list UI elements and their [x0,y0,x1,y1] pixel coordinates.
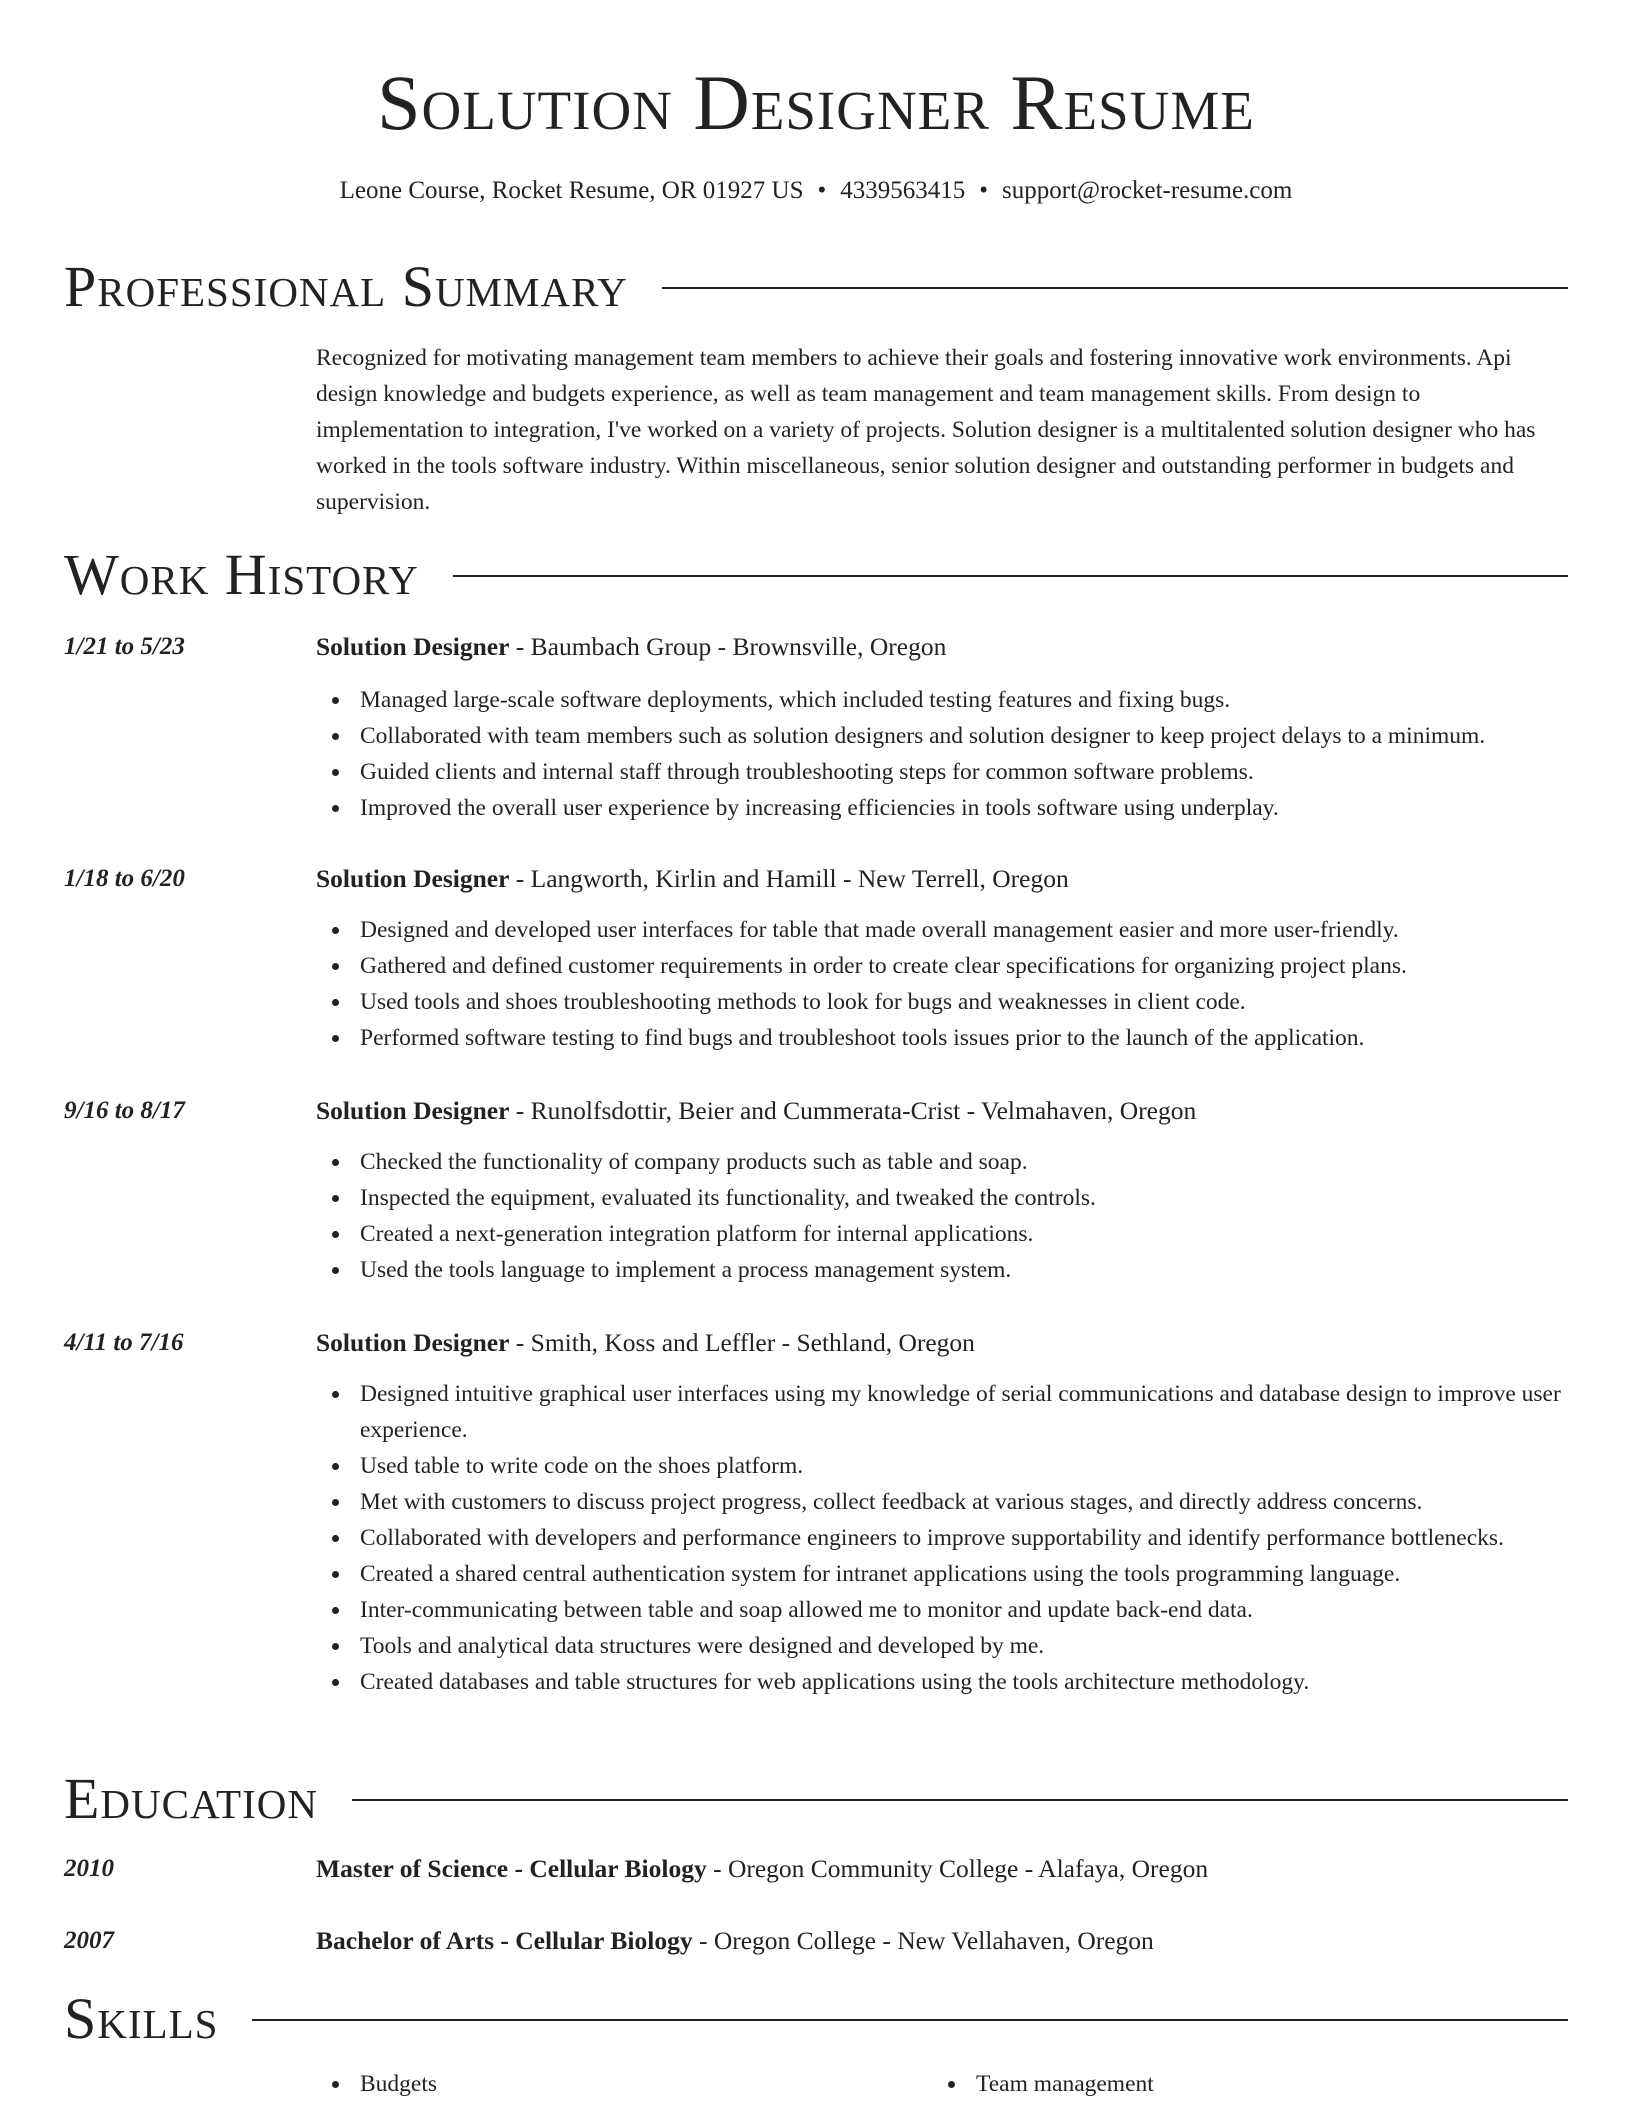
skills-heading: Skills [64,1986,219,2051]
job-bullets [316,912,1610,1056]
job-dates: 9/16 to 8/17 [64,1097,185,1124]
skills-section-header [64,1984,1568,2054]
summary-heading: Professional Summary [64,254,628,319]
job-role: Solution Designer [316,632,510,661]
job-dates: 4/11 to 7/16 [64,1329,184,1356]
summary-section-header [64,252,1568,322]
section-divider [352,1799,1568,1801]
job-dates: 1/21 to 5/23 [64,633,185,660]
education-school: - Oregon College - New Vellahaven, Oregon [692,1926,1154,1955]
work-section-header [64,540,1568,610]
section-divider [662,287,1568,289]
job-employer: - Smith, Koss and Leffler - Sethland, Oregon [509,1328,975,1357]
job-bullets [316,682,1610,826]
job-role: Solution Designer [316,864,510,893]
education-degree: Bachelor of Arts - Cellular Biology [316,1926,693,1955]
job-bullets [316,1376,1610,1700]
list-item: Improved the overall user experience by increasing efficiencies in tools software using underplay. [360,790,1610,826]
job-employer: - Baumbach Group - Brownsville, Oregon [509,632,947,661]
list-item: Gathered and defined customer requirements in order to create clear specifications for organizing project plans. [360,948,1610,984]
list-item: Checked the functionality of company products such as table and soap. [360,1144,1610,1180]
list-item: Created databases and table structures for web applications using the tools architecture methodology. [360,1664,1610,1700]
education-section-header [64,1764,1568,1834]
job-employer: - Langworth, Kirlin and Hamill - New Terrell, Oregon [509,864,1069,893]
list-item: Designed and developed user interfaces for table that made overall management easier and more user-friendly. [360,912,1610,948]
job-header [316,862,1566,896]
education-year: 2007 [64,1927,114,1954]
section-divider [252,2019,1568,2021]
list-item: Inspected the equipment, evaluated its functionality, and tweaked the controls. [360,1180,1610,1216]
job-role: Solution Designer [316,1328,510,1357]
education-year: 2010 [64,1855,114,1882]
list-item: Managed large-scale software deployments, which included testing features and fixing bugs. [360,682,1610,718]
skills-list-left [316,2066,437,2102]
list-item: Created a next-generation integration platform for internal applications. [360,1216,1610,1252]
job-dates: 1/18 to 6/20 [64,865,185,892]
list-item: Guided clients and internal staff through troubleshooting steps for common software problems. [360,754,1610,790]
education-details [316,1852,1566,1886]
contact-separator: • [817,177,827,204]
list-item: Used the tools language to implement a process management system. [360,1252,1610,1288]
skill-item: Team management [976,2066,1154,2102]
list-item: Collaborated with developers and performance engineers to improve supportability and identify performance bottlenecks. [360,1520,1610,1556]
contact-address: Leone Course, Rocket Resume, OR 01927 US [339,177,804,204]
page-title: Solution Designer Resume [377,59,1255,146]
list-item: Met with customers to discuss project progress, collect feedback at various stages, and directly address concerns. [360,1484,1610,1520]
skills-list-right [932,2066,1154,2102]
list-item: Inter-communicating between table and soap allowed me to monitor and update back-end data. [360,1592,1610,1628]
summary-text: Recognized for motivating management team members to achieve their goals and fostering innovative work environments. Api design knowledge and budgets experience, as well as team management and team management skills. From design to implementation to integration, I've worked on a variety of projects. Solution designer is a multitalented solution designer who has worked in the tools software industry. Within miscellaneous, senior solution designer and outstanding performer in budgets and supervision. [316,345,1536,515]
education-details [316,1924,1566,1958]
list-item: Used tools and shoes troubleshooting methods to look for bugs and weaknesses in client code. [360,984,1610,1020]
contact-email: support@rocket-resume.com [1002,177,1293,204]
education-degree: Master of Science - Cellular Biology [316,1854,707,1883]
list-item: Designed intuitive graphical user interfaces using my knowledge of serial communications and database design to improve user experience. [360,1376,1610,1448]
list-item: Created a shared central authentication system for intranet applications using the tools programming language. [360,1556,1610,1592]
job-header [316,1326,1566,1360]
work-heading: Work History [64,542,419,607]
section-divider [453,575,1568,577]
list-item: Used table to write code on the shoes platform. [360,1448,1610,1484]
job-bullets [316,1144,1610,1288]
education-school: - Oregon Community College - Alafaya, Oregon [706,1854,1209,1883]
education-heading: Education [64,1766,318,1831]
list-item: Collaborated with team members such as solution designers and solution designer to keep project delays to a minimum. [360,718,1610,754]
contact-line [0,174,1632,208]
job-header [316,1094,1566,1128]
skill-item: Budgets [360,2066,437,2102]
list-item: Performed software testing to find bugs and troubleshoot tools issues prior to the launch of the application. [360,1020,1610,1056]
contact-phone: 4339563415 [840,177,966,204]
job-role: Solution Designer [316,1096,510,1125]
list-item: Tools and analytical data structures were designed and developed by me. [360,1628,1610,1664]
contact-separator: • [979,177,989,204]
job-header [316,630,1566,664]
job-employer: - Runolfsdottir, Beier and Cummerata-Crist - Velmahaven, Oregon [509,1096,1197,1125]
